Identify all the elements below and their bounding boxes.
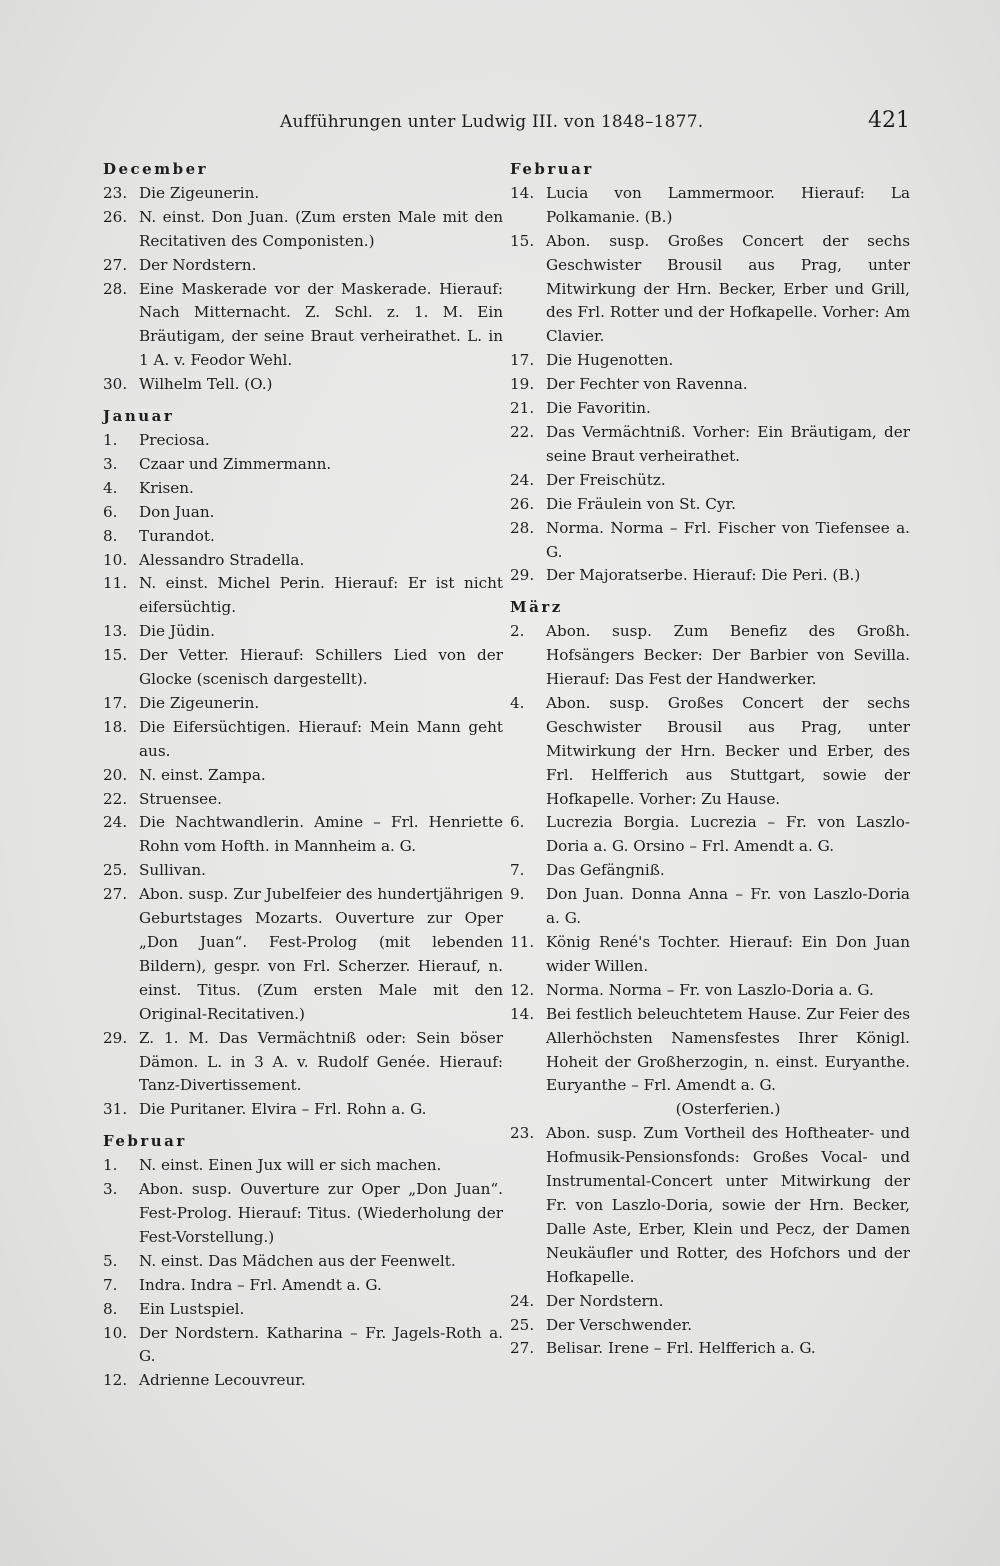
month-heading: Februar xyxy=(510,160,594,178)
entry-day: 8. xyxy=(103,1299,118,1318)
entry-text: Abon. susp. Zum Benefiz des Großh. Hofsängers Becker: Der Barbier von Sevilla. Hierauf: Das Fest der Handwerker. xyxy=(546,622,910,689)
entry-text: N. einst. Michel Perin. Hierauf: Er ist nicht eifersüchtig. xyxy=(139,574,503,617)
entry-day: 27. xyxy=(510,1339,535,1358)
entry-day: 25. xyxy=(103,861,128,880)
entry-text: Struensee. xyxy=(139,789,222,808)
performance-entry xyxy=(103,692,503,716)
entry-text: Sullivan. xyxy=(139,861,207,880)
entry-day: 29. xyxy=(510,566,535,585)
performance-entry xyxy=(510,883,910,931)
performance-entry xyxy=(103,644,503,692)
performance-entry xyxy=(103,572,503,620)
performance-entry xyxy=(103,373,503,397)
entry-day: 3. xyxy=(103,1180,118,1199)
entry-text: Alessandro Stradella. xyxy=(139,550,305,569)
performance-entry xyxy=(510,469,910,493)
entry-text: Das Vermächtniß. Vorher: Ein Bräutigam, der seine Braut verheirathet. xyxy=(546,422,910,465)
entry-text: Indra. Indra – Frl. Amendt a. G. xyxy=(139,1275,382,1294)
entry-day: 7. xyxy=(510,861,525,880)
performance-entry xyxy=(103,883,503,1026)
entry-text: Die Favoritin. xyxy=(546,399,651,418)
performance-entry xyxy=(103,254,503,278)
performance-entry xyxy=(510,373,910,397)
performance-entry xyxy=(510,182,910,230)
performance-entry xyxy=(510,811,910,859)
entry-text: Die Zigeunerin. xyxy=(139,693,260,712)
performance-entry xyxy=(510,349,910,373)
entry-day: 22. xyxy=(510,422,535,441)
entry-text: Abon. susp. Zum Vortheil des Hoftheater- und Hofmusik-Pensionsfonds: Großes Vocal- und Instrumental-Concert unter Mitwirkung der Fr. von Laszlo-Doria, sowie der Hrn. Becker, Dalle Aste, Erber, Klein und Pecz, der Damen Neukäufler und Rotter, des Hofchors und der Hofkapelle. xyxy=(546,1124,910,1286)
performance-entry xyxy=(103,477,503,501)
entry-text: N. einst. Einen Jux will er sich machen. xyxy=(139,1156,442,1175)
running-header xyxy=(100,108,910,142)
performance-entry xyxy=(510,979,910,1003)
performance-entry xyxy=(103,620,503,644)
performance-entry xyxy=(103,182,503,206)
entry-day: 5. xyxy=(103,1251,118,1270)
performance-entry xyxy=(103,788,503,812)
entry-text: Z. 1. M. Das Vermächtniß oder: Sein böser Dämon. L. in 3 A. v. Rudolf Genée. Hierauf: Tanz-Divertissement. xyxy=(139,1028,503,1095)
entry-day: 20. xyxy=(103,765,128,784)
performance-entry xyxy=(103,1154,503,1178)
entry-text: Bei festlich beleuchtetem Hause. Zur Feier des Allerhöchsten Namensfestes Ihrer Königl. Hoheit der Großherzogin, n. einst. Euryanthe. Euryanthe – Frl. Amendt a. G. xyxy=(546,1004,910,1095)
performance-entry xyxy=(510,1314,910,1338)
entry-day: 28. xyxy=(103,279,128,298)
entry-text: Abon. susp. Großes Concert der sechs Geschwister Brousil aus Prag, unter Mitwirkung der Hrn. Becker und Erber, des Frl. Helfferich aus Stuttgart, sowie der Hofkapelle. Vorher: Zu Hause. xyxy=(546,693,910,808)
entry-text: Der Nordstern. xyxy=(546,1291,664,1310)
entry-text: Die Hugenotten. xyxy=(546,351,674,370)
entry-day: 12. xyxy=(103,1371,128,1390)
entry-text: N. einst. Don Juan. (Zum ersten Male mit den Recitativen des Componisten.) xyxy=(139,207,503,250)
entry-text: Die Fräulein von St. Cyr. xyxy=(546,494,736,513)
entry-day: 29. xyxy=(103,1028,128,1047)
performance-entry xyxy=(510,421,910,469)
performance-entry xyxy=(510,230,910,350)
performance-entry xyxy=(103,1178,503,1250)
performance-entry xyxy=(510,1337,910,1361)
entry-text: Ein Lustspiel. xyxy=(139,1299,245,1318)
entry-day: 27. xyxy=(103,255,128,274)
performance-entry xyxy=(510,493,910,517)
entry-day: 24. xyxy=(103,813,128,832)
left-column xyxy=(103,158,503,1393)
entry-day: 7. xyxy=(103,1275,118,1294)
entry-day: 26. xyxy=(510,494,535,513)
performance-entry xyxy=(510,692,910,812)
entry-text: Die Zigeunerin. xyxy=(139,183,260,202)
performance-entry xyxy=(510,564,910,588)
entry-text: Abon. susp. Zur Jubelfeier des hundertjährigen Geburtstages Mozarts. Ouverture zur Oper „Don Juan“. Fest-Prolog (mit lebenden Bildern), gespr. von Frl. Scherzer. Hierauf, n. einst. Titus. (Zum ersten Male mit den Original-Recitativen.) xyxy=(139,885,503,1023)
entry-text: Der Vetter. Hierauf: Schillers Lied von der Glocke (scenisch dargestellt). xyxy=(139,646,503,689)
entry-text: N. einst. Zampa. xyxy=(139,765,266,784)
entry-text: Lucia von Lammermoor. Hierauf: La Polkamanie. (B.) xyxy=(546,183,910,226)
entry-day: 27. xyxy=(103,885,128,904)
performance-entry xyxy=(103,1250,503,1274)
entry-text: Der Freischütz. xyxy=(546,470,666,489)
performance-entry xyxy=(510,931,910,979)
entry-day: 28. xyxy=(510,518,535,537)
entry-day: 25. xyxy=(510,1315,535,1334)
month-heading: December xyxy=(103,160,209,178)
entry-text: Der Nordstern. xyxy=(139,255,257,274)
entry-text: Die Jüdin. xyxy=(139,622,215,641)
entry-day: 11. xyxy=(103,574,128,593)
performance-entry xyxy=(510,859,910,883)
entry-text: Don Juan. Donna Anna – Fr. von Laszlo-Doria a. G. xyxy=(546,885,910,928)
entry-day: 4. xyxy=(510,693,525,712)
entry-day: 21. xyxy=(510,399,535,418)
entry-text: Lucrezia Borgia. Lucrezia – Fr. von Laszlo-Doria a. G. Orsino – Frl. Amendt a. G. xyxy=(546,813,910,856)
performance-entry xyxy=(510,397,910,421)
entry-day: 15. xyxy=(510,231,535,250)
entry-text: König René's Tochter. Hierauf: Ein Don Juan wider Willen. xyxy=(546,933,910,975)
performance-entry xyxy=(510,1122,910,1289)
entry-day: 17. xyxy=(510,351,535,370)
entry-text: Don Juan. xyxy=(139,502,215,521)
performance-entry xyxy=(103,716,503,764)
section-note: (Osterferien.) xyxy=(675,1100,781,1119)
performance-entry xyxy=(103,549,503,573)
entry-text: Der Verschwender. xyxy=(546,1315,693,1334)
running-title: Aufführungen unter Ludwig III. von 1848–1877. xyxy=(280,112,704,132)
entry-day: 6. xyxy=(103,502,118,521)
performance-entry xyxy=(103,1098,503,1122)
performance-entry xyxy=(103,764,503,788)
entry-day: 14. xyxy=(510,183,535,202)
entry-day: 6. xyxy=(510,813,525,832)
entry-day: 1. xyxy=(103,430,118,449)
entry-text: Turandot. xyxy=(139,526,215,545)
entry-day: 11. xyxy=(510,933,535,951)
entry-text: Wilhelm Tell. (O.) xyxy=(139,375,273,394)
entry-day: 22. xyxy=(103,789,128,808)
performance-entry xyxy=(103,278,503,374)
entry-text: Norma. Norma – Frl. Fischer von Tiefensee a. G. xyxy=(546,518,910,561)
entry-text: N. einst. Das Mädchen aus der Feenwelt. xyxy=(139,1251,456,1270)
entry-day: 17. xyxy=(103,693,128,712)
entry-text: Die Eifersüchtigen. Hierauf: Mein Mann geht aus. xyxy=(139,717,503,760)
entry-day: 12. xyxy=(510,980,535,999)
entry-text: Der Nordstern. Katharina – Fr. Jagels-Roth a. G. xyxy=(139,1323,503,1366)
entry-text: Das Gefängniß. xyxy=(546,861,665,880)
entry-day: 23. xyxy=(103,183,128,202)
entry-day: 10. xyxy=(103,1323,128,1342)
entry-day: 1. xyxy=(103,1156,118,1175)
entry-text: Czaar und Zimmermann. xyxy=(139,454,332,473)
performance-entry xyxy=(103,1274,503,1298)
page-number: 421 xyxy=(868,108,910,133)
entry-day: 31. xyxy=(103,1100,128,1119)
entry-day: 30. xyxy=(103,375,128,394)
entry-day: 23. xyxy=(510,1124,535,1143)
entry-text: Die Puritaner. Elvira – Frl. Rohn a. G. xyxy=(139,1100,427,1119)
entry-day: 9. xyxy=(510,885,525,904)
performance-entry xyxy=(510,620,910,692)
entry-day: 15. xyxy=(103,646,128,665)
entry-day: 14. xyxy=(510,1004,535,1023)
entry-text: Die Nachtwandlerin. Amine – Frl. Henriette Rohn vom Hofth. in Mannheim a. G. xyxy=(139,813,503,856)
month-heading: März xyxy=(510,598,563,617)
performance-entry xyxy=(103,1298,503,1322)
entry-day: 18. xyxy=(103,717,128,736)
entry-text: Eine Maskerade vor der Maskerade. Hierauf: Nach Mitternacht. Z. Schl. z. 1. M. Ein Bräutigam, der seine Braut verheirathet. L. in 1 A. v. Feodor Wehl. xyxy=(139,279,503,370)
performance-entry xyxy=(103,501,503,525)
performance-entry xyxy=(103,1322,503,1370)
performance-entry xyxy=(510,1003,910,1099)
performance-entry xyxy=(103,1369,503,1393)
entry-day: 3. xyxy=(103,454,118,473)
entry-day: 24. xyxy=(510,470,535,489)
performance-entry xyxy=(103,453,503,477)
entry-text: Der Majoratserbe. Hierauf: Die Peri. (B.) xyxy=(546,566,861,585)
entry-text: Abon. susp. Großes Concert der sechs Geschwister Brousil aus Prag, unter Mitwirkung der Hrn. Becker, Erber und Grill, des Frl. Rotter und der Hofkapelle. Vorher: Am Clavier. xyxy=(546,231,910,346)
entry-day: 13. xyxy=(103,622,128,641)
entry-text: Preciosa. xyxy=(139,430,210,449)
performance-entry xyxy=(103,206,503,254)
month-heading: Januar xyxy=(103,407,175,426)
entry-day: 19. xyxy=(510,375,535,394)
entry-text: Belisar. Irene – Frl. Helfferich a. G. xyxy=(546,1339,816,1358)
performance-entry xyxy=(510,517,910,565)
performance-entry xyxy=(103,525,503,549)
entry-text: Adrienne Lecouvreur. xyxy=(139,1371,306,1390)
entry-day: 26. xyxy=(103,207,128,226)
performance-entry xyxy=(103,1027,503,1099)
performance-entry xyxy=(103,811,503,859)
entry-text: Abon. susp. Ouverture zur Oper „Don Juan“. Fest-Prolog. Hierauf: Titus. (Wiederholung der Fest-Vorstellung.) xyxy=(139,1180,503,1246)
entry-text: Der Fechter von Ravenna. xyxy=(546,375,748,394)
entry-text: Krisen. xyxy=(139,478,194,497)
entry-day: 8. xyxy=(103,526,118,545)
performance-entry xyxy=(510,1290,910,1314)
performance-entry xyxy=(103,429,503,453)
entry-day: 24. xyxy=(510,1291,535,1310)
entry-day: 2. xyxy=(510,622,525,641)
right-column xyxy=(510,158,910,1361)
entry-day: 4. xyxy=(103,478,118,497)
entry-day: 10. xyxy=(103,550,128,569)
month-heading: Februar xyxy=(103,1132,187,1151)
entry-text: Norma. Norma – Fr. von Laszlo-Doria a. G. xyxy=(546,980,874,999)
performance-entry xyxy=(103,859,503,883)
